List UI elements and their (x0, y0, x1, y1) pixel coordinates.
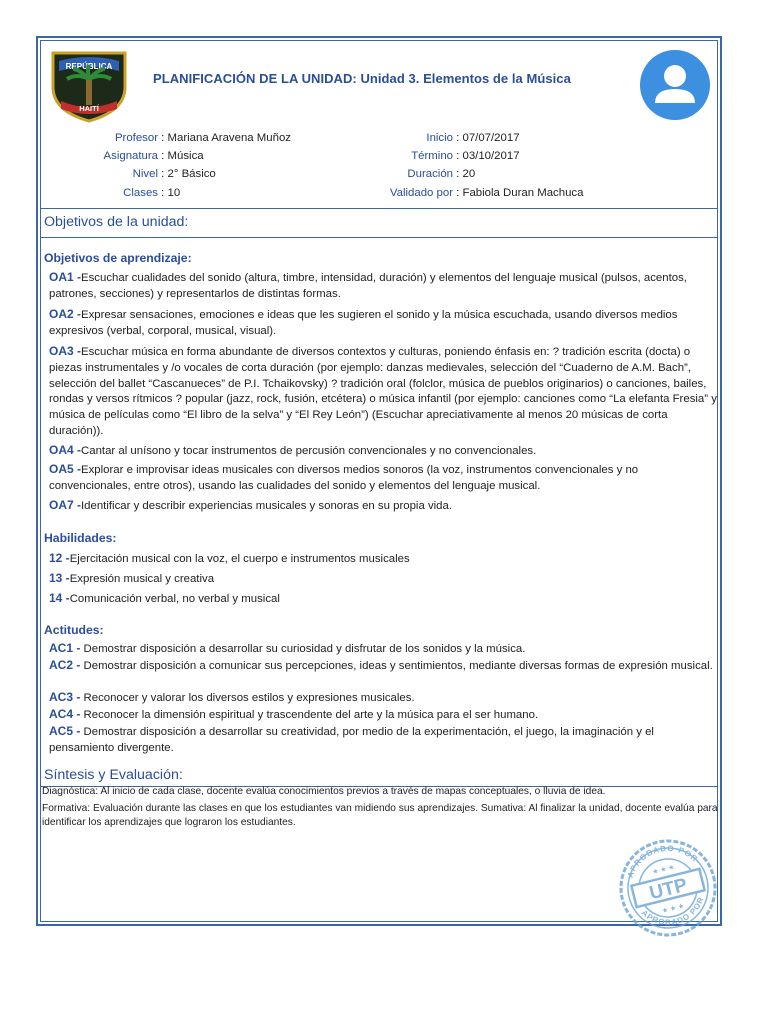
asignatura-value: Música (167, 150, 204, 163)
item-code: OA1 - (49, 270, 82, 284)
info-left (43, 129, 291, 202)
sintesis-formativa: Formativa: Evaluación durante las clases en que los estudiantes van midiendo sus aprendizajes. Sumativa: Al finalizar la unidad, docente evalúa para identificar los aprendizajes que lograron los estudiantes. (42, 803, 718, 828)
habilidad-item (49, 551, 719, 568)
oa-item (49, 270, 719, 303)
duracion-label: Duración (407, 168, 453, 181)
info-right (341, 129, 583, 202)
inicio-value: 07/07/2017 (462, 132, 520, 144)
sep: : (161, 150, 165, 163)
oa-item (49, 462, 719, 495)
item-text: Expresión musical y creativa (69, 573, 215, 585)
item-text: Ejercitación musical con la voz, el cuerpo e instrumentos musicales (69, 553, 410, 565)
item-text: Cantar al unísono y tocar instrumentos de percusión convencionales y no convencionales. (81, 445, 537, 457)
item-text: Demostrar disposición a desarrollar su curiosidad y disfrutar de los sonidos y la música. (80, 643, 526, 655)
logo-text-top: REPÚBLICA (65, 62, 113, 71)
user-avatar-icon[interactable] (639, 49, 711, 121)
sep: : (161, 168, 165, 181)
nivel-value: 2° Básico (167, 168, 216, 181)
inicio-label: Inicio (426, 132, 453, 144)
validado-value: Fabiola Duran Machuca (462, 186, 584, 199)
item-text: Demostrar disposición a desarrollar su creatividad, por medio de la experimentación, el juego, la imaginación y el pensamiento divergente. (49, 726, 654, 754)
svg-text:★ ★ ★: ★ ★ ★ (651, 863, 676, 877)
item-text: Identificar y describir experiencias musicales y sonoras en su propia vida. (81, 500, 453, 512)
document-inner-border (40, 40, 718, 928)
sep: : (456, 150, 460, 163)
profesor-label: Profesor (114, 132, 158, 144)
item-code: OA3 - (49, 344, 82, 358)
svg-text:★ ★ ★: ★ ★ ★ (661, 902, 686, 916)
sintesis-title: Síntesis y Evaluación: (44, 767, 183, 783)
habilidad-item (49, 571, 719, 588)
termino-value: 03/10/2017 (462, 150, 520, 163)
actitud-item (49, 690, 719, 707)
item-code: OA7 - (49, 498, 82, 512)
nivel-label: Nivel (132, 168, 158, 181)
logo-text-bottom: HAITÍ (79, 104, 99, 113)
validado-label: Validado por (389, 186, 453, 199)
item-text: Escuchar música en forma abundante de diversos contextos y culturas, poniendo énfasis en: ? tradición escrita (docta) o piezas instrumentales y /o vocales de corta duración (por ejemplo: danzas medievales, selección del “Cuaderno de A.M. Bach”, selección del ballet “Cascanueces” de P.I. Tchaikovsky) ? tradición oral (folclor, música de pueblos originarios) o canciones, bailes, rondas y versos rítmicos ? popular (jazz, rock, fusión, etcétera) o música infantil (por ejemplo: canciones como “La elefanta Fresia” y música de películas como “El libro de la selva” y “El Rey León”) (Escuchar apreciativamente al menos 20 músicas de corta duración)). (49, 346, 717, 437)
aprendizaje-title: Objetivos de aprendizaje: (44, 251, 192, 265)
actitud-item (49, 658, 719, 675)
habilidades-title: Habilidades: (44, 531, 117, 545)
objetivos-title: Objetivos de la unidad: (44, 214, 189, 230)
actitud-item (49, 707, 719, 724)
item-code: AC4 - (49, 707, 81, 721)
actitud-item (49, 641, 719, 658)
stamp-ring-bottom: APROBADO POR (639, 895, 706, 928)
school-crest-icon (49, 49, 129, 123)
item-text: Expresar sensaciones, emociones e ideas que les sugieren el sonido y la música escuchada, usando diversos medios expresivos (verbal, corporal, musical, visual). (49, 309, 678, 337)
page-title: PLANIFICACIÓN DE LA UNIDAD: Unidad 3. Elementos de la Música (153, 71, 571, 86)
stamp-center: UTP (647, 874, 690, 905)
item-text: Reconocer la dimensión espiritual y trascendente del arte y la música para el ser humano. (80, 709, 539, 721)
clases-label: Clases (123, 186, 158, 199)
item-code: 14 - (49, 591, 70, 605)
utp-approval-stamp-icon (617, 837, 719, 939)
item-text: Escuchar cualidades del sonido (altura, timbre, intensidad, duración) y elementos del lenguaje musical (pulsos, acentos, patrones, secciones) y representarlos de distintas formas. (49, 272, 687, 300)
item-code: 13 - (49, 571, 70, 585)
sep: : (161, 132, 165, 144)
oa-item (49, 344, 719, 440)
item-text: Comunicación verbal, no verbal y musical (69, 593, 280, 605)
sep: : (456, 168, 460, 181)
clases-value: 10 (167, 186, 181, 199)
duracion-value: 20 (462, 168, 476, 181)
item-code: AC5 - (49, 724, 81, 738)
item-code: AC1 - (49, 641, 81, 655)
oa-item (49, 443, 719, 460)
item-code: 12 - (49, 551, 70, 565)
item-code: OA2 - (49, 307, 82, 321)
actitudes-title: Actitudes: (44, 623, 104, 637)
habilidad-item (49, 591, 719, 608)
termino-label: Término (411, 150, 453, 163)
item-code: OA4 - (49, 443, 82, 457)
item-text: Reconocer y valorar los diversos estilos y expresiones musicales. (80, 692, 415, 704)
sep: : (456, 132, 460, 144)
item-code: AC2 - (49, 658, 81, 672)
document-frame (36, 36, 722, 926)
item-text: Demostrar disposición a comunicar sus percepciones, ideas y sentimientos, mediante diversas formas de expresión musical. (80, 660, 713, 672)
sep: : (161, 186, 165, 199)
sep: : (456, 186, 460, 199)
item-code: OA5 - (49, 462, 82, 476)
profesor-value: Mariana Aravena Muñoz (167, 132, 291, 144)
asignatura-label: Asignatura (103, 150, 158, 163)
sintesis-diagnostica: Diagnóstica: Al inicio de cada clase, docente evalúa conocimientos previos a través de mapas conceptuales, o lluvia de idea. (42, 786, 606, 797)
oa-item (49, 307, 719, 340)
item-code: AC3 - (49, 690, 81, 704)
actitud-item (49, 724, 719, 757)
oa-item (49, 498, 719, 515)
item-text: Explorar e improvisar ideas musicales con diversos medios sonoros (la voz, instrumentos convencionales y no convencionales, entre otros), usando las cualidades del sonido y elementos del lenguaje musical. (49, 464, 639, 492)
stamp-ring-top: APROBADO POR (625, 843, 700, 879)
